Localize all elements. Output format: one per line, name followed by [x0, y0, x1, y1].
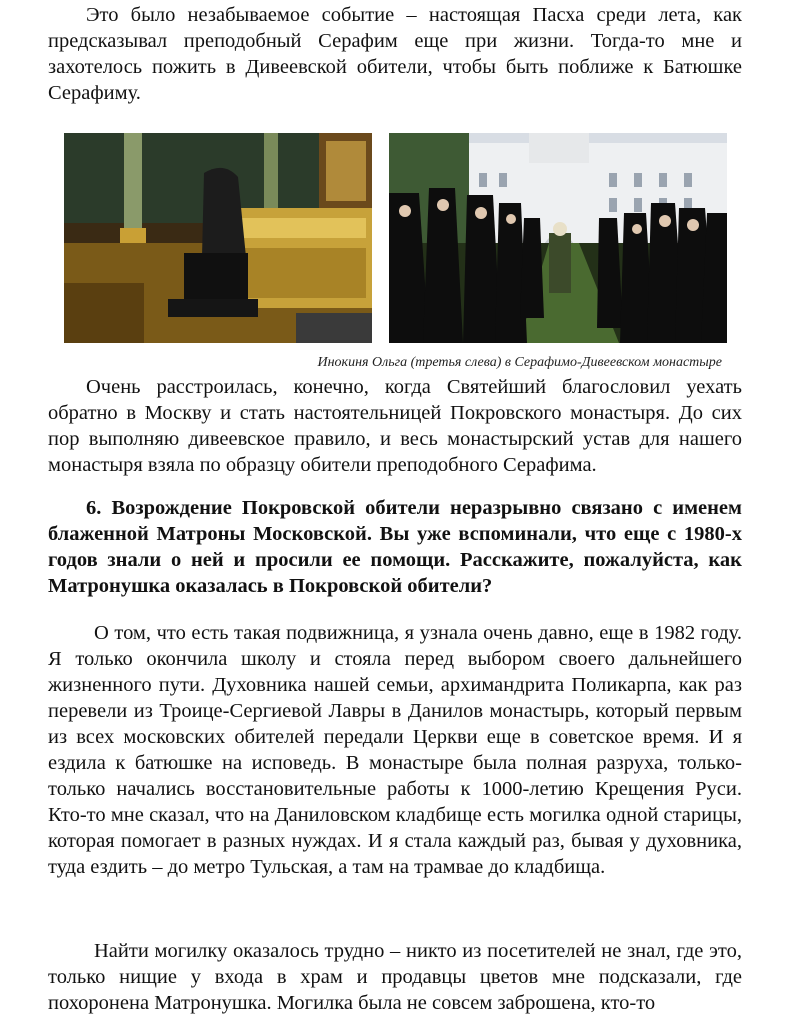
- photo-nun-kneeling-at-shrine: [64, 133, 372, 343]
- interview-question: 6. Возрождение Покровской обители неразрывно связано с именем блаженной Матроны Московской. Вы уже вспоминали, что еще с 1980-х годов знали о ней и просили ее помощи. Расскажите, пожалуйста, как Матронушка оказалась в Покровской обители?: [48, 497, 742, 597]
- paragraph-answer-2: Найти могилку оказалось трудно – никто из посетителей не знал, где это, только нищие у входа в храм и продавцы цветов мне подсказали, где похоронена Матронушка. Могилка была не совсем заброшена, кто-то: [48, 940, 742, 1014]
- paragraph-after-caption: Очень расстроилась, конечно, когда Святейший благословил уехать обратно в Москву и стать настоятельницей Покровского монастыря. До сих пор выполняю дивеевское правило, и весь монастырский устав для нашего монастыря взяла по образцу обители преподобного Серафима.: [48, 376, 742, 476]
- paragraph-intro: Это было незабываемое событие – настоящая Пасха среди лета, как предсказывал преподобный Серафим еще при жизни. Тогда-то мне и захотелось пожить в Дивеевской обители, чтобы быть поближе к Батюшке Серафиму.: [48, 4, 742, 104]
- photo-row: [64, 133, 742, 343]
- photo-nuns-in-procession: [389, 133, 727, 343]
- paragraph-answer-1: О том, что есть такая подвижница, я узнала очень давно, еще в 1982 году. Я только окончила школу и стояла перед выбором своего дальнейшего жизненного пути. Духовника нашей семьи, архимандрита Поликарпа, как раз перевели из Троице-Сергиевой Лавры в Данилов монастырь, который первым из всех московских обителей передали Церкви еще в советское время. И я ездила к батюшке на исповедь. В монастыре была полная разруха, только-только начались восстановительные работы к 1000-летию Крещения Руси. Кто-то мне сказал, что на Даниловском кладбище есть могилка одной старицы, которая помогает в разных нуждах. И я стала каждый раз, бывая у духовника, туда ездить – до метро Тульская, а там на трамвае до кладбища.: [48, 622, 742, 878]
- photo-caption: Инокиня Ольга (третья слева) в Серафимо-Дивеевском монастыре: [317, 355, 722, 370]
